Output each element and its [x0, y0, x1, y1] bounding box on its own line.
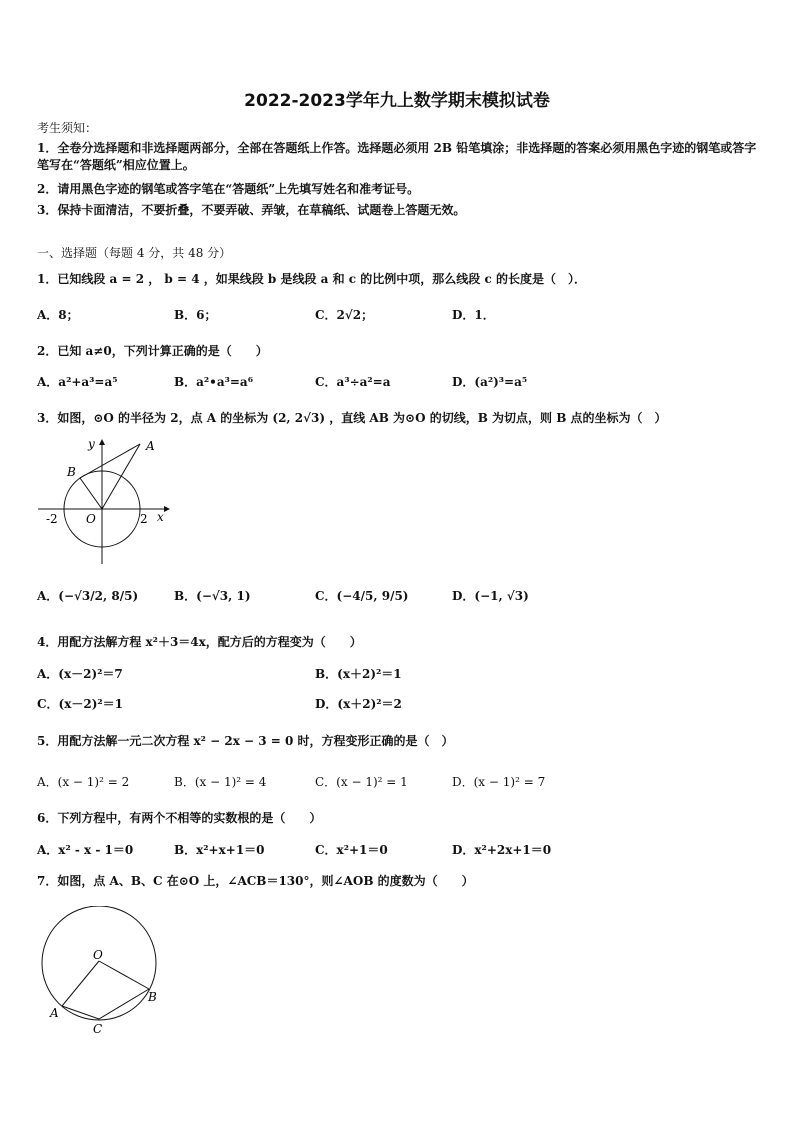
section-heading: 一、选择题（每题 4 分，共 48 分）	[37, 246, 232, 260]
axis-x-label: x	[157, 510, 164, 524]
point-b-label: B	[148, 990, 157, 1004]
question-5-stem: 5．用配方法解一元二次方程 x² − 2x − 3 = 0 时，方程变形正确的是（ ）	[37, 734, 454, 748]
option-c: C．(x－2)²＝1	[37, 697, 124, 711]
option-b: B．(−√3, 1)	[174, 589, 251, 603]
center-o-label: O	[93, 948, 103, 962]
question-4-options-row1	[37, 664, 757, 684]
option-b: B．(x − 1)² = 4	[174, 775, 267, 789]
point-b-label: B	[67, 465, 76, 479]
option-b: B．(x＋2)²＝1	[315, 667, 402, 681]
question-6-stem: 6．下列方程中，有两个不相等的实数根的是（ ）	[37, 811, 322, 825]
question-4-stem: 4．用配方法解方程 x²＋3＝4x，配方后的方程变为（ ）	[37, 635, 362, 649]
axis-y-label: y	[88, 437, 95, 451]
question-1-stem: 1．已知线段 a = 2 ， b = 4 ，如果线段 b 是线段 a 和 c 的比例中项，那么线段 c 的长度是（ ）．	[37, 272, 586, 286]
question-1-options	[37, 305, 757, 325]
page-title: 2022-2023学年九上数学期末模拟试卷	[244, 91, 550, 111]
option-a: A．x² - x - 1＝0	[37, 843, 134, 857]
question-2-stem: 2．已知 a≠0，下列计算正确的是（ ）	[37, 344, 268, 358]
option-d: D．(a²)³=a⁵	[452, 375, 528, 389]
option-d: D．(−1, √3)	[452, 589, 529, 603]
option-a: A．(−√3/2, 8/5)	[37, 589, 139, 603]
option-b: B．a²•a³=a⁶	[174, 375, 253, 389]
option-c: C．a³÷a²=a	[315, 375, 391, 389]
question-3-options	[37, 586, 757, 606]
question-5-options	[37, 772, 757, 792]
option-b: B．x²+x+1＝0	[174, 843, 265, 857]
option-c: C．(−4/5, 9/5)	[315, 589, 409, 603]
question-6-options	[37, 840, 757, 860]
point-a-label: A	[146, 439, 155, 453]
option-a: A．(x－2)²＝7	[37, 667, 123, 681]
notice-item-1: 1．全卷分选择题和非选择题两部分，全部在答题纸上作答。选择题必须用 2B 铅笔填涂；非选择题的答案必须用黑色字迹的钢笔或答字笔写在“答题纸”相应位置上。	[37, 141, 757, 172]
question-2-options	[37, 372, 757, 392]
question-3-stem: 3．如图，⊙O 的半径为 2，点 A 的坐标为 (2, 2√3) ，直线 AB 为⊙O 的切线，B 为切点，则 B 点的坐标为（ ）	[37, 411, 667, 425]
notice-item-3: 3．保持卡面清洁，不要折叠，不要弄破、弄皱，在草稿纸、试题卷上答题无效。	[37, 203, 466, 217]
option-c: C．(x − 1)² = 1	[315, 775, 408, 789]
option-b: B．6；	[174, 308, 217, 322]
tick-2-label: 2	[140, 512, 148, 526]
option-a: A．a²+a³=a⁵	[37, 375, 118, 389]
option-c: C．2√2；	[315, 308, 374, 322]
notice-item-2: 2．请用黑色字迹的钢笔或答字笔在“答题纸”上先填写姓名和准考证号。	[37, 182, 420, 196]
option-a: A．8；	[37, 308, 79, 322]
tick-neg2-label: -2	[46, 512, 58, 526]
option-c: C．x²+1＝0	[315, 843, 388, 857]
option-d: D．(x＋2)²＝2	[315, 697, 402, 711]
option-d: D．x²+2x+1＝0	[452, 843, 552, 857]
question-7-stem: 7．如图，点 A、B、C 在⊙O 上，∠ACB＝130°，则∠AOB 的度数为（ ）	[37, 874, 474, 888]
option-d: D．1．	[452, 308, 495, 322]
question-4-options-row2	[37, 694, 757, 714]
option-d: D．(x − 1)² = 7	[452, 775, 546, 789]
origin-label: O	[86, 512, 96, 526]
point-a-label: A	[50, 1006, 59, 1020]
notice-heading: 考生须知：	[37, 121, 98, 135]
question-7-figure	[36, 906, 168, 1038]
option-a: A．(x − 1)² = 2	[37, 775, 130, 789]
question-3-figure	[32, 436, 172, 566]
point-c-label: C	[93, 1022, 103, 1036]
